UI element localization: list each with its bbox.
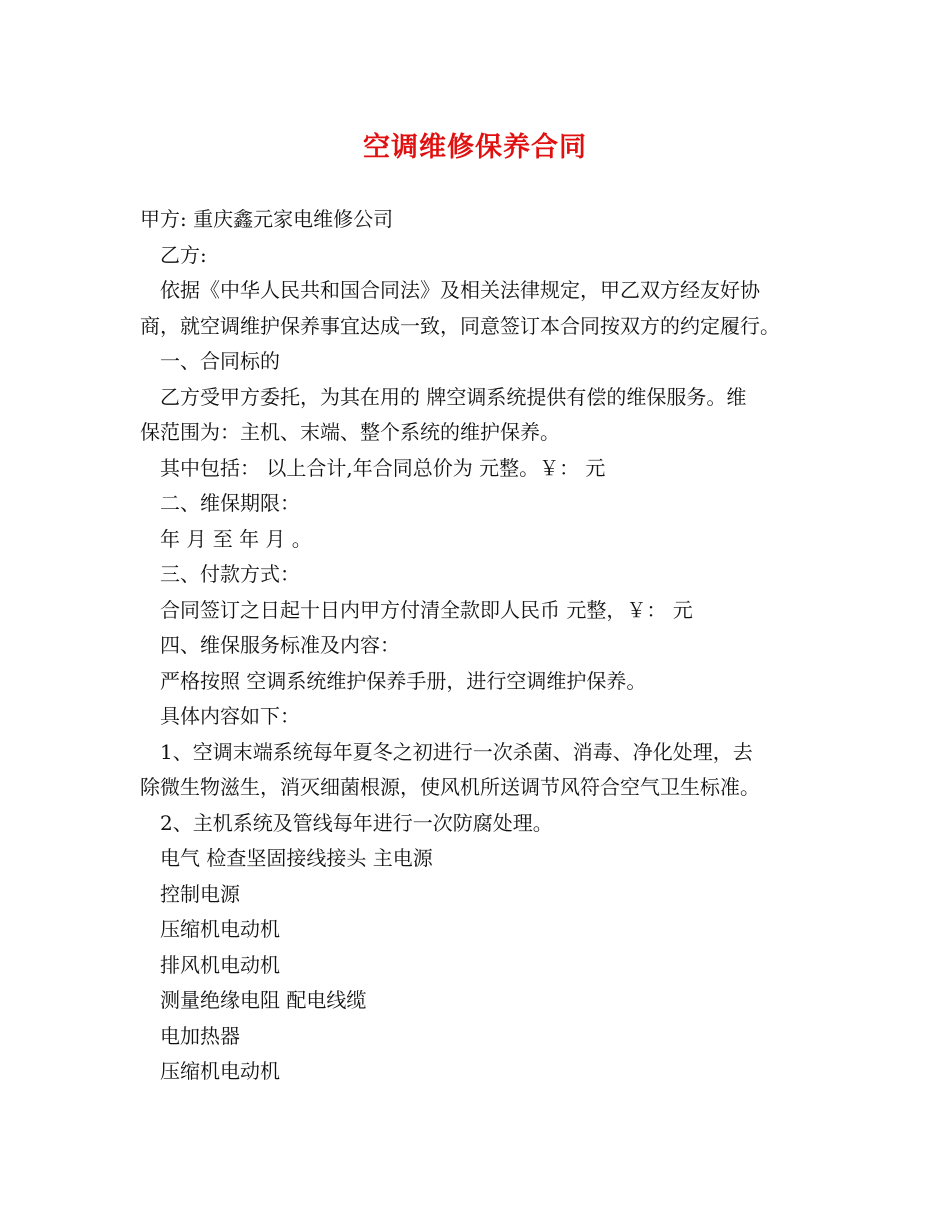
paragraph: 商，就空调维护保养事宜达成一致，同意签订本合同按双方的约定履行。 [140, 313, 780, 338]
paragraph: 2、主机系统及管线每年进行一次防腐处理。 [160, 810, 553, 835]
paragraph: 具体内容如下： [160, 704, 300, 728]
paragraph: 除微生物滋生，消灭细菌根源，使风机所送调节风符合空气卫生标准。 [140, 775, 760, 799]
paragraph: 二、维保期限： [160, 491, 300, 515]
paragraph: 测量绝缘电阻 配电线缆 [160, 988, 367, 1012]
paragraph: 四、维保服务标准及内容： [160, 633, 400, 657]
paragraph: 严格按照 空调系统维护保养手册，进行空调维护保养。 [160, 668, 647, 693]
paragraph: 控制电源 [160, 881, 240, 906]
document-body [140, 202, 820, 1090]
paragraph: 依据《中华人民共和国合同法》及相关法律规定，甲乙双方经友好协 [160, 278, 760, 302]
paragraph: 一、合同标的 [160, 349, 280, 373]
paragraph: 合同签订之日起十日内甲方付清全款即人民币 元整，￥： 元 [160, 597, 693, 622]
paragraph: 压缩机电动机 [160, 917, 280, 941]
paragraph: 电气 检查坚固接线接头 主电源 [160, 846, 433, 870]
paragraph: 甲方: 重庆鑫元家电维修公司 [140, 207, 394, 231]
paragraph: 其中包括： 以上合计,年合同总价为 元整。￥： 元 [160, 455, 606, 480]
paragraph: 三、付款方式： [160, 562, 300, 586]
paragraph: 压缩机电动机 [160, 1059, 280, 1083]
paragraph: 电加热器 [160, 1023, 240, 1048]
document-title: 空调维修保养合同 [363, 132, 587, 163]
paragraph: 排风机电动机 [160, 952, 280, 977]
paragraph: 乙方受甲方委托，为其在用的 牌空调系统提供有偿的维保服务。维 [160, 384, 747, 409]
paragraph: 1、空调末端系统每年夏冬之初进行一次杀菌、消毒、净化处理，去 [160, 739, 753, 764]
paragraph: 保范围为：主机、末端、整个系统的维护保养。 [140, 420, 560, 444]
paragraph: 年 月 至 年 月 。 [160, 526, 312, 551]
paragraph: 乙方: [160, 242, 207, 267]
